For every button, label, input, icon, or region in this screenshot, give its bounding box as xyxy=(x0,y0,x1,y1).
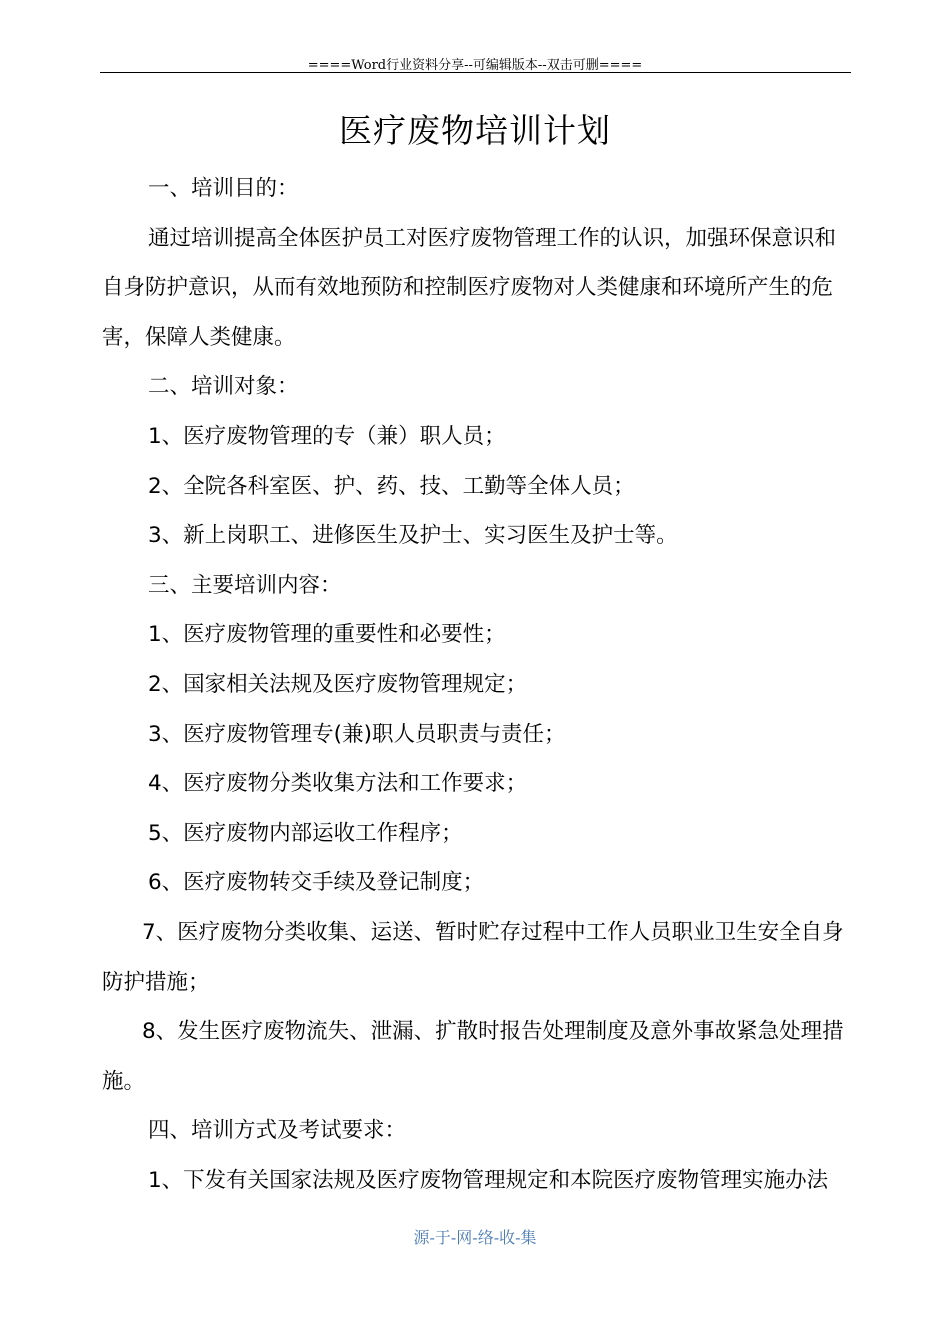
document-body xyxy=(102,164,852,1205)
list-item-method-1: 1、下发有关国家法规及医疗废物管理规定和本院医疗废物管理实施办法 xyxy=(148,1167,829,1193)
list-item-content-3: 3、医疗废物管理专(兼)职人员职责与责任； xyxy=(148,721,566,747)
document-title: 医疗废物培训计划 xyxy=(339,111,611,151)
list-item-content-6: 6、医疗废物转交手续及登记制度； xyxy=(148,870,485,896)
list-item-content-4: 4、医疗废物分类收集方法和工作要求； xyxy=(148,771,528,797)
section-heading-content: 三、主要培训内容： xyxy=(148,572,342,598)
section-heading-purpose: 一、培训目的： xyxy=(148,176,299,201)
section-heading-method: 四、培训方式及考试要求： xyxy=(148,1118,407,1144)
list-item-content-7: 7、医疗废物分类收集、运送、暂时贮存过程中工作人员职业卫生安全自身防护措施； xyxy=(102,919,844,995)
list-item-audience-1: 1、医疗废物管理的专（兼）职人员； xyxy=(148,423,506,449)
paragraph-purpose: 通过培训提高全体医护员工对医疗废物管理工作的认识，加强环保意识和自身防护意识，从而有效地预防和控制医疗废物对人类健康和环境所产生的危害，保障人类健康。 xyxy=(102,225,837,350)
list-item-audience-3: 3、新上岗职工、进修医生及护士、实习医生及护士等。 xyxy=(148,523,678,549)
page-header-text: ====Word行业资料分享--可编辑版本--双击可删==== xyxy=(307,58,643,73)
header-rule xyxy=(100,72,851,73)
list-item-audience-2: 2、全院各科室医、护、药、技、工勤等全体人员； xyxy=(148,473,635,499)
page-footer-text: 源-于-网-络-收-集 xyxy=(413,1228,537,1247)
list-item-content-2: 2、国家相关法规及医疗废物管理规定； xyxy=(148,671,528,697)
list-item-content-8: 8、发生医疗废物流失、泄漏、扩散时报告处理制度及意外事故紧急处理措施。 xyxy=(102,1019,844,1094)
list-item-content-1: 1、医疗废物管理的重要性和必要性； xyxy=(148,622,506,648)
list-item-content-5: 5、医疗废物内部运收工作程序； xyxy=(148,820,463,846)
section-heading-audience: 二、培训对象： xyxy=(148,374,299,400)
